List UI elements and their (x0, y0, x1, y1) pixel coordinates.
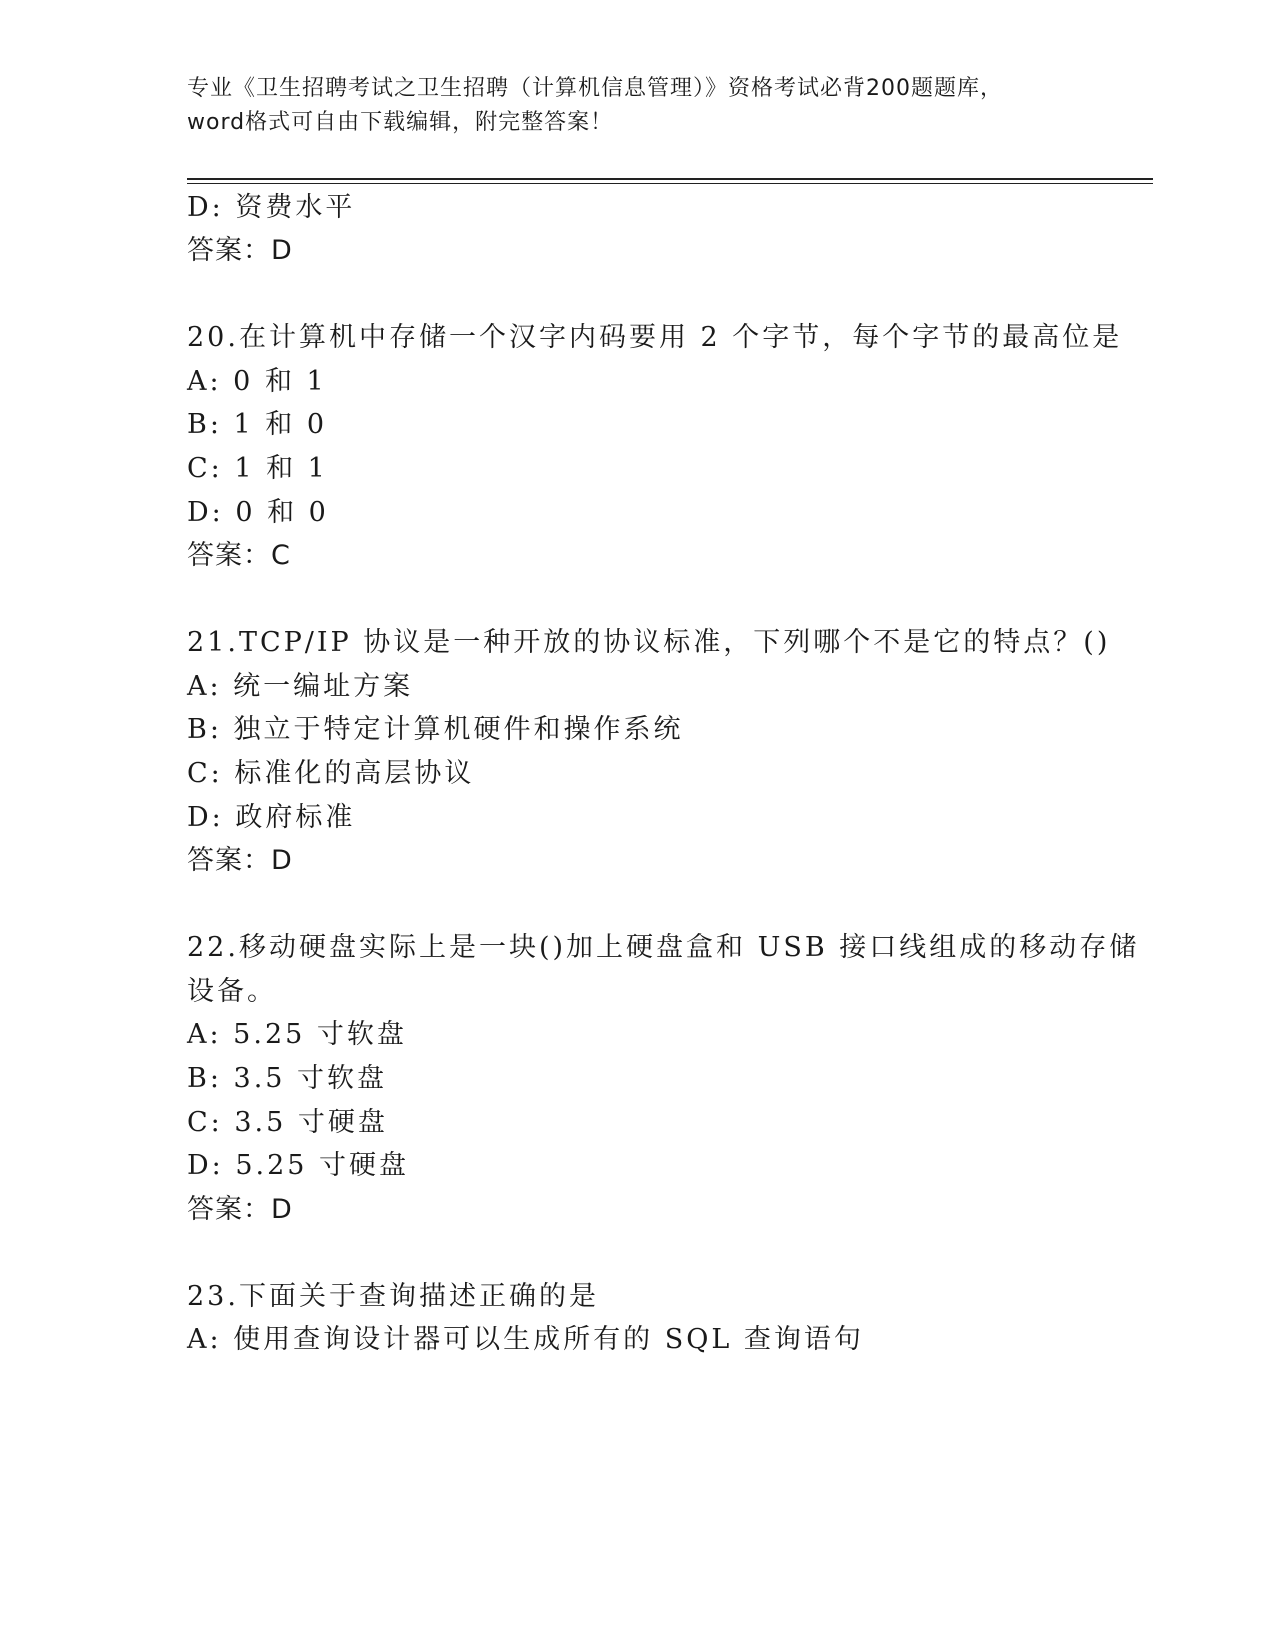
q22-option-b: B: 3.5 寸软盘 (187, 1063, 388, 1094)
document-header (187, 72, 1067, 140)
q22-question-line-2: 设备。 (187, 976, 277, 1007)
q21-option-a: A: 统一编址方案 (187, 671, 414, 702)
q22-option-d: D: 5.25 寸硬盘 (187, 1150, 410, 1181)
header-title-line-2: word格式可自由下载编辑，附完整答案！ (187, 110, 614, 135)
q22-option-c: C: 3.5 寸硬盘 (187, 1107, 388, 1138)
q21-answer: 答案：D (187, 845, 293, 876)
prev-option-d: D: 资费水平 (187, 192, 356, 223)
q22-option-a: A: 5.25 寸软盘 (187, 1019, 407, 1050)
q21-question: 21.TCP/IP 协议是一种开放的协议标准，下列哪个不是它的特点？() (187, 627, 1111, 658)
q21-option-d: D: 政府标准 (187, 802, 356, 833)
q20-answer: 答案：C (187, 540, 291, 571)
q23-question: 23.下面关于查询描述正确的是 (187, 1281, 599, 1312)
q21-option-b: B: 独立于特定计算机硬件和操作系统 (187, 714, 684, 745)
q23-option-a: A: 使用查询设计器可以生成所有的 SQL 查询语句 (187, 1324, 864, 1355)
q21-option-c: C: 标准化的高层协议 (187, 758, 475, 789)
q20-option-d: D: 0 和 0 (187, 497, 329, 528)
prev-answer: 答案：D (187, 235, 293, 266)
q20-option-a: A: 0 和 1 (187, 366, 327, 397)
q20-option-c: C: 1 和 1 (187, 453, 328, 484)
header-divider-thin (187, 183, 1153, 184)
header-divider-thick (187, 178, 1153, 180)
header-title-line-1: 专业《卫生招聘考试之卫生招聘（计算机信息管理）》资格考试必背200题题库， (187, 76, 1003, 101)
q20-option-b: B: 1 和 0 (187, 409, 328, 440)
q20-question: 20.在计算机中存储一个汉字内码要用 2 个字节，每个字节的最高位是 (187, 322, 1123, 353)
q22-answer: 答案：D (187, 1194, 293, 1225)
q22-question-line-1: 22.移动硬盘实际上是一块()加上硬盘盒和 USB 接口线组成的移动存储 (187, 932, 1140, 963)
